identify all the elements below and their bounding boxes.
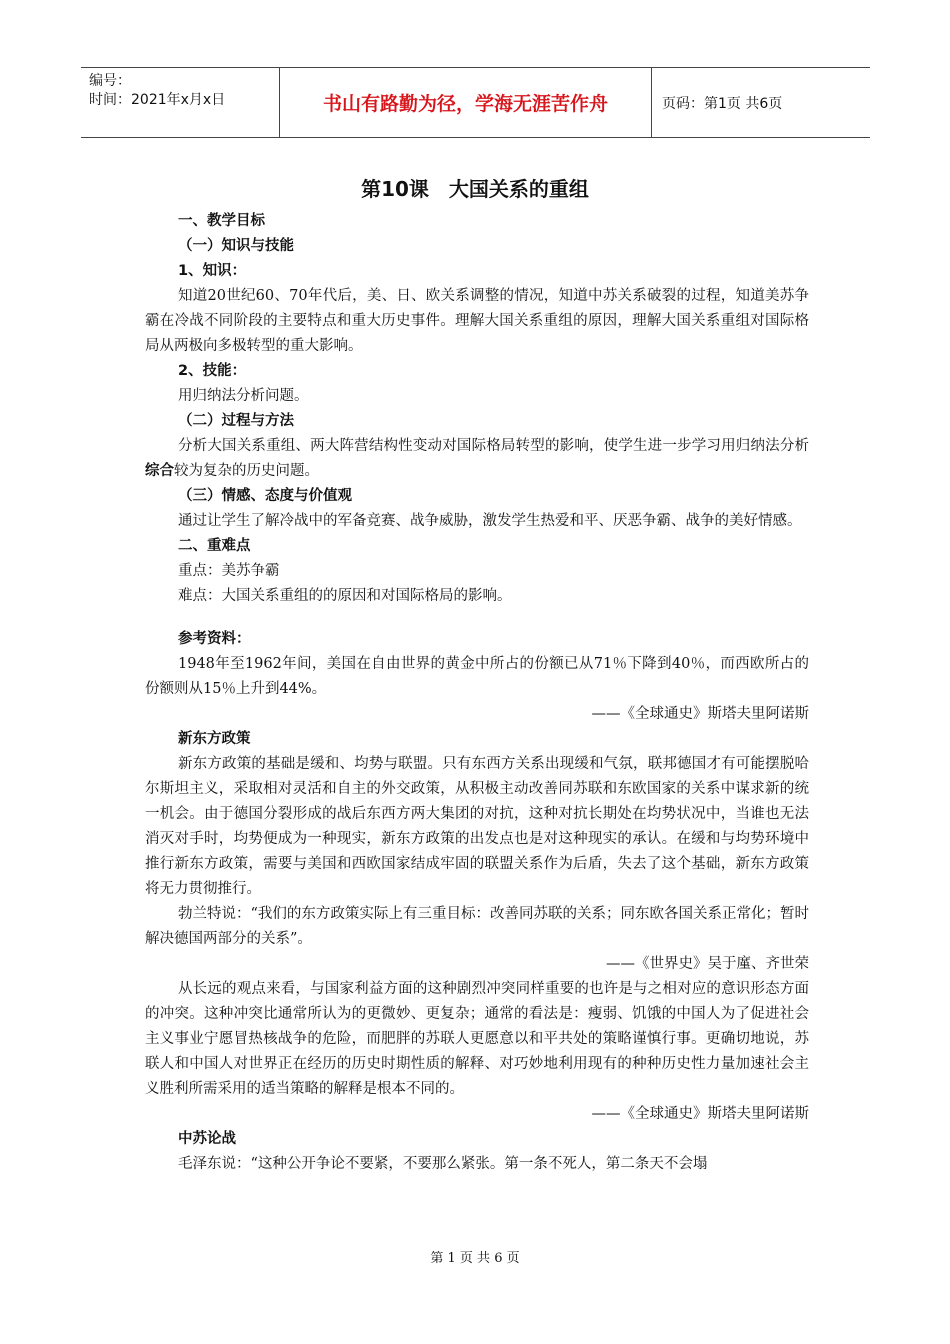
paragraph-process <box>145 434 809 484</box>
citation: ——《全球通史》斯塔夫里阿诺斯 <box>591 706 809 722</box>
number-label: 编号： <box>89 73 131 89</box>
paragraph-brandt: 勃兰特说：“我们的东方政策实际上有三重目标：改善同苏联的关系；同东欧各国关系正常化；暂时解决德国两部分的关系”。 <box>145 906 809 947</box>
document-body <box>145 209 809 1177</box>
paragraph-mao: 毛泽东说：“这种公开争论不要紧，不要那么紧张。第一条不死人，第二条天不会塌 <box>178 1156 708 1172</box>
process-bold-word: 综合 <box>145 463 174 479</box>
paragraph-new-east: 新东方政策的基础是缓和、均势与联盟。只有东西方关系出现缓和气氛，联邦德国才有可能摆脱哈尔斯坦主义，采取相对灵活和自主的外交政策，从积极主动改善同苏联和东欧国家的关系中谋求新的统一机会。由于德国分裂形成的战后东西方两大集团的对抗，这种对抗长期处在均势状况中，当谁也无法消灭对手时，均势便成为一种现实，新东方政策的出发点也是对这种现实的承认。在缓和与均势环境中推行新东方政策，需要与美国和西欧国家结成牢固的联盟关系作为后盾，失去了这个基础，新东方政策将无力贯彻推行。 <box>145 756 809 897</box>
process-text-a: 分析大国关系重组、两大阵营结构性变动对国际格局转型的影响，使学生进一步学习用归纳法分析 <box>178 438 809 454</box>
topic-heading: 新东方政策 <box>178 731 251 747</box>
paragraph-difficulty: 难点：大国关系重组的的原因和对国际格局的影响。 <box>178 588 512 604</box>
header-page-info: 页码：第1页 共6页 <box>662 95 783 112</box>
paragraph-key-point: 重点：美苏争霸 <box>178 563 280 579</box>
subsection-heading: （一）知识与技能 <box>178 238 294 254</box>
header-meta-cell <box>81 68 280 137</box>
citation: ——《全球通史》斯塔夫里阿诺斯 <box>591 1106 809 1122</box>
paragraph-skill: 用归纳法分析问题。 <box>178 388 309 404</box>
section-heading: 一、教学目标 <box>178 213 265 229</box>
item-heading: 2、技能： <box>178 363 247 379</box>
page-footer: 第 1 页 共 6 页 <box>430 1251 520 1266</box>
paragraph-emotion: 通过让学生了解冷战中的军备竞赛、战争威胁，激发学生热爱和平、厌恶争霸、战争的美好情感。 <box>178 513 802 529</box>
citation: ——《世界史》吴于廑、齐世荣 <box>606 956 809 972</box>
spacer <box>145 609 809 627</box>
subsection-heading: （三）情感、态度与价值观 <box>178 488 352 504</box>
paragraph-ref1: 1948年至1962年间，美国在自由世界的黄金中所占的份额已从71％下降到40％，而西欧所占的份额则从15％上升到44%。 <box>145 656 809 697</box>
reference-heading: 参考资料： <box>178 631 251 647</box>
header-table <box>81 67 870 138</box>
subsection-heading: （二）过程与方法 <box>178 413 294 429</box>
header-motto: 书山有路勤为径，学海无涯苦作舟 <box>280 68 652 137</box>
topic-heading: 中苏论战 <box>178 1131 236 1147</box>
paragraph-long-view: 从长远的观点来看，与国家利益方面的这种剧烈冲突同样重要的也许是与之相对应的意识形态方面的冲突。这种冲突比通常所认为的更微妙、更复杂；通常的看法是：瘦弱、饥饿的中国人为了促进社会主义事业宁愿冒热核战争的危险，而肥胖的苏联人更愿意以和平共处的策略谨慎行事。更确切地说，苏联人和中国人对世界正在经历的历史时期性质的解释、对巧妙地利用现有的种种历史性力量加速社会主义胜利所需采用的适当策略的解释是根本不同的。 <box>145 981 809 1097</box>
time-label: 时间：2021年x月x日 <box>89 92 226 108</box>
section-heading: 二、重难点 <box>178 538 251 554</box>
item-heading: 1、知识： <box>178 263 247 279</box>
process-text-b: 较为复杂的历史问题。 <box>174 463 319 479</box>
page-title: 第10课 大国关系的重组 <box>361 177 589 201</box>
paragraph-knowledge: 知道20世纪60、70年代后，美、日、欧关系调整的情况，知道中苏关系破裂的过程，知道美苏争霸在冷战不同阶段的主要特点和重大历史事件。理解大国关系重组的原因，理解大国关系重组对国际格局从两极向多极转型的重大影响。 <box>145 288 809 354</box>
